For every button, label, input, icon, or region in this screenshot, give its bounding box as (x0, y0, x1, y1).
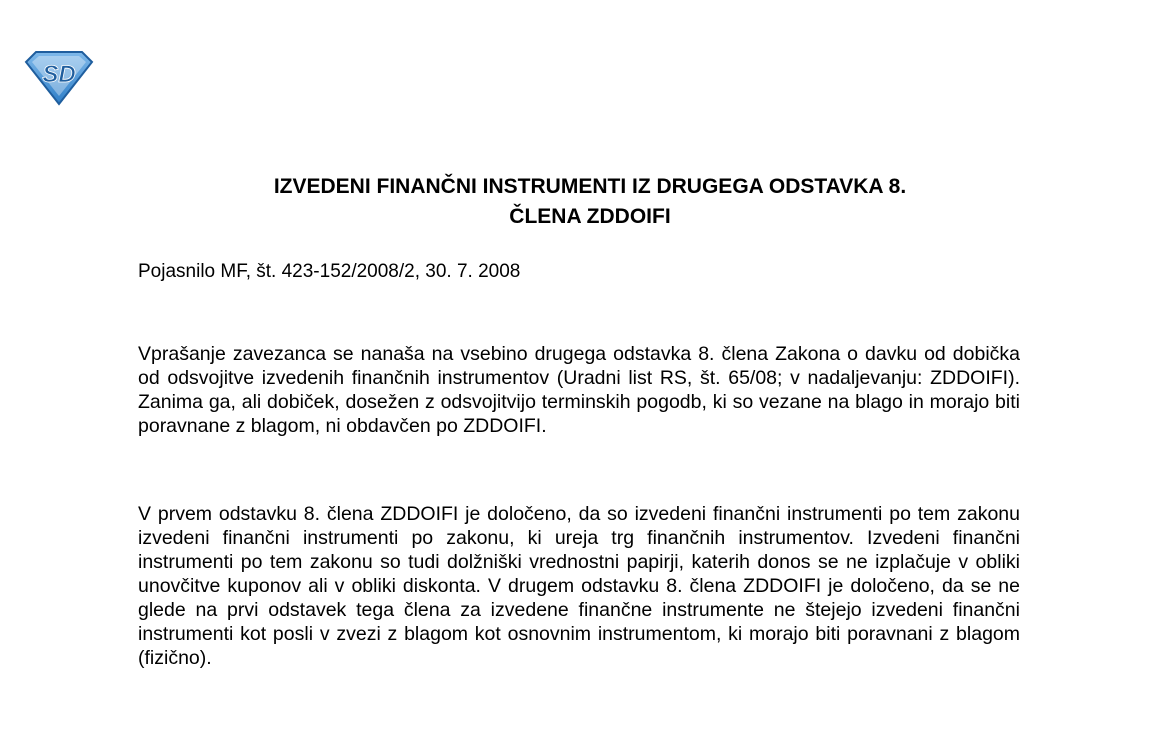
svg-text:SD: SD (42, 61, 76, 88)
title-line-1: IZVEDENI FINANČNI INSTRUMENTI IZ DRUGEGA ODSTAVKA 8. (273, 175, 907, 198)
paragraph-question: Vprašanje zavezanca se nanaša na vsebino drugega odstavka 8. člena Zakona o davku od dobička od odsvojitve izvedenih finančnih instrumentov (Uradni list RS, št. 65/08; v nadaljevanju: ZDDOIFI). Zanima ga, ali dobiček, dosežen z odsvojitvijo terminskih pogodb, ki so vezane na blago in morajo biti poravnane z blagom, ni obdavčen po ZDDOIFI. (138, 343, 1020, 437)
sd-shield-logo-icon (22, 48, 96, 106)
paragraph-answer: V prvem odstavku 8. člena ZDDOIFI je določeno, da so izvedeni finančni instrumenti po tem zakonu izvedeni finančni instrumenti po zakonu, ki ureja trg finančnih instrumentov. Izvedeni finančni instrumenti po tem zakonu so tudi dolžniški vrednostni papirji, katerih donos se ne izplačuje v obliki unovčitve kuponov ali v obliki diskonta. V drugem odstavku 8. člena ZDDOIFI je določeno, da se ne glede na prvi odstavek tega člena za izvedene finančne instrumente ne štejejo izvedeni finančni instrumenti kot posli v zvezi z blagom kot osnovnim instrumentom, ki morajo biti poravnani z blagom (fizično). (138, 503, 1020, 669)
document-subtitle: Pojasnilo MF, št. 423-152/2008/2, 30. 7. 2008 (138, 261, 521, 282)
title-line-2: ČLENA ZDDOIFI (509, 205, 671, 228)
document-title (120, 172, 1060, 232)
